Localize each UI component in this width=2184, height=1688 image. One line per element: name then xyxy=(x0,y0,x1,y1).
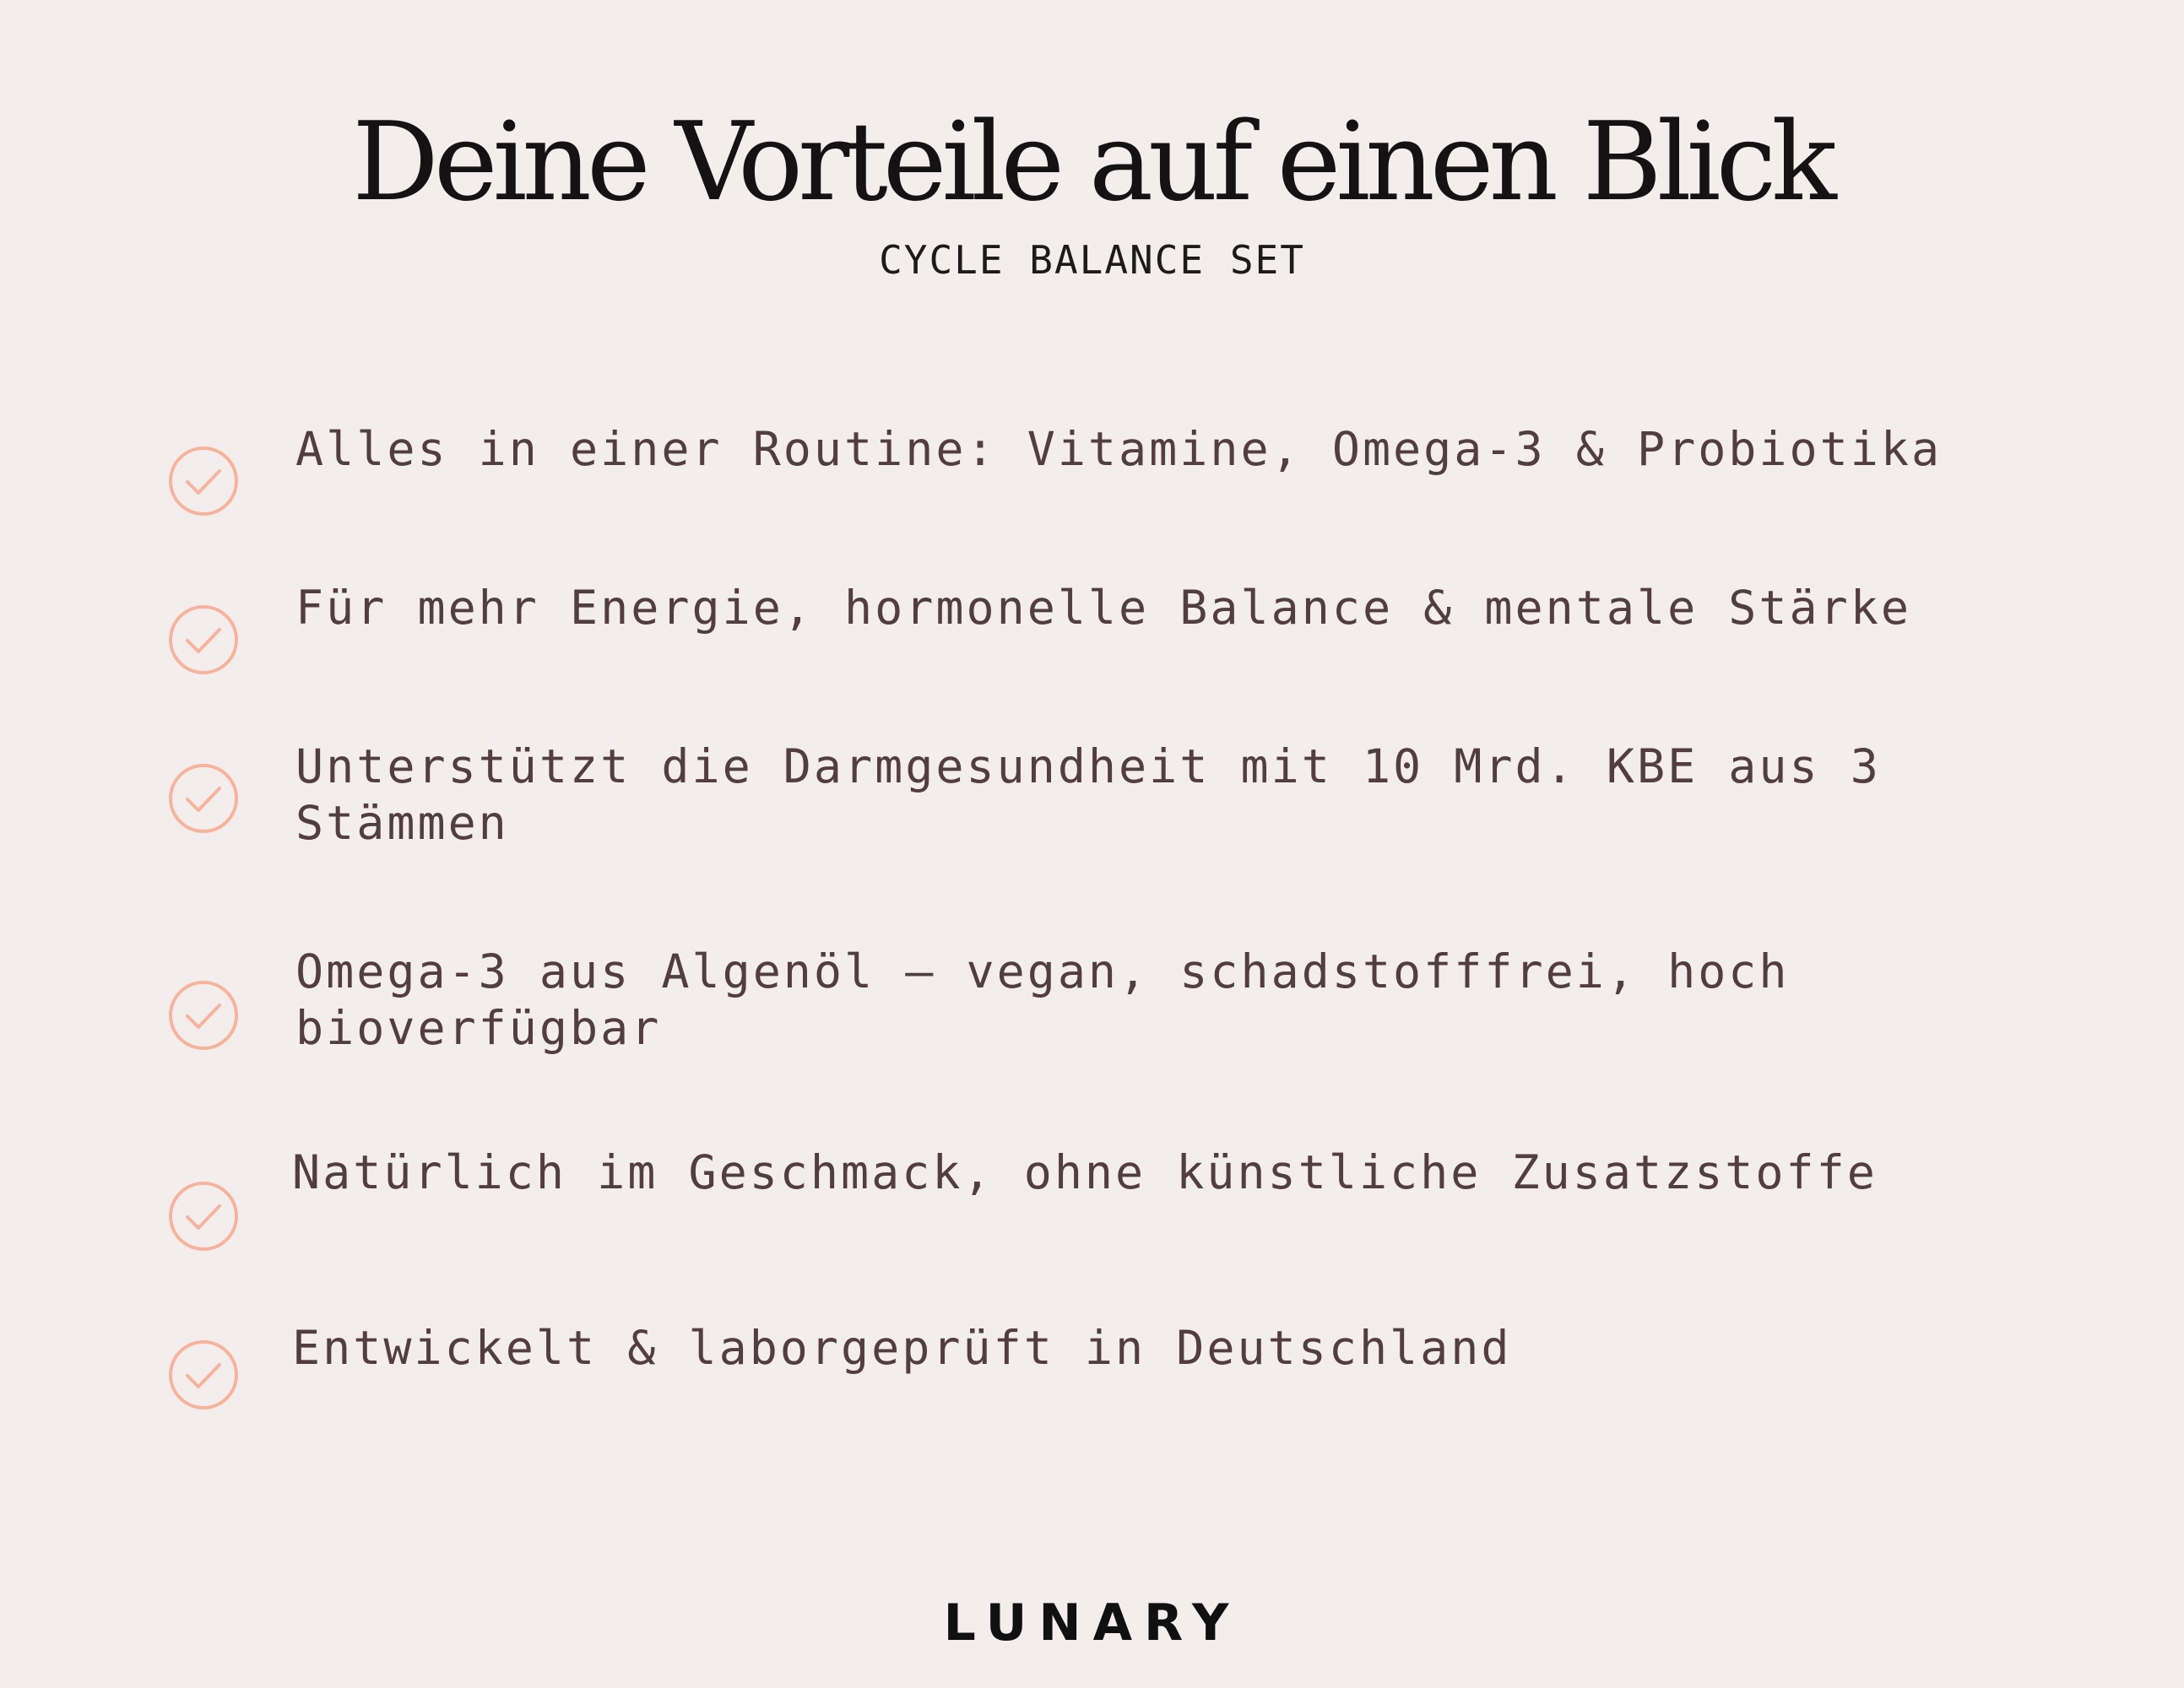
benefit-item-3 xyxy=(167,739,2067,880)
benefit-item-4 xyxy=(167,944,2067,1097)
benefit-text-1: Alles in einer Routine: Vitamine, Omega-3 & Probiotika xyxy=(295,422,1943,476)
check-circle-icon xyxy=(167,762,240,835)
check-circle-icon xyxy=(167,979,240,1052)
benefit-text-5: Natürlich im Geschmack, ohne künstliche Zusatzstoffe xyxy=(292,1145,1878,1199)
benefit-text-2: Für mehr Energie, hormonelle Balance & mentale Stärke xyxy=(295,581,1911,635)
benefit-item-1 xyxy=(167,422,2067,563)
benefit-text-6: Entwickelt & laborgeprüft in Deutschland xyxy=(292,1321,1512,1375)
brand-logo: LUNARY xyxy=(943,1593,1241,1653)
benefit-item-5 xyxy=(167,1145,2067,1298)
check-circle-icon xyxy=(167,445,240,517)
benefit-text-4: Omega-3 aus Algenöl – vegan, schadstofffrei, hoch bioverfügbar xyxy=(295,944,1790,1055)
benefit-item-6 xyxy=(167,1321,2067,1457)
benefit-text-3: Unterstützt die Darmgesundheit mit 10 Mrd. KBE aus 3 Stämmen xyxy=(295,739,1881,850)
benefit-item-2 xyxy=(167,581,2067,722)
page-title: Deine Vorteile auf einen Blick xyxy=(352,100,1832,225)
page-subtitle: CYCLE BALANCE SET xyxy=(879,237,1305,283)
check-circle-icon xyxy=(167,603,240,676)
check-circle-icon xyxy=(167,1339,240,1411)
check-circle-icon xyxy=(167,1180,240,1252)
